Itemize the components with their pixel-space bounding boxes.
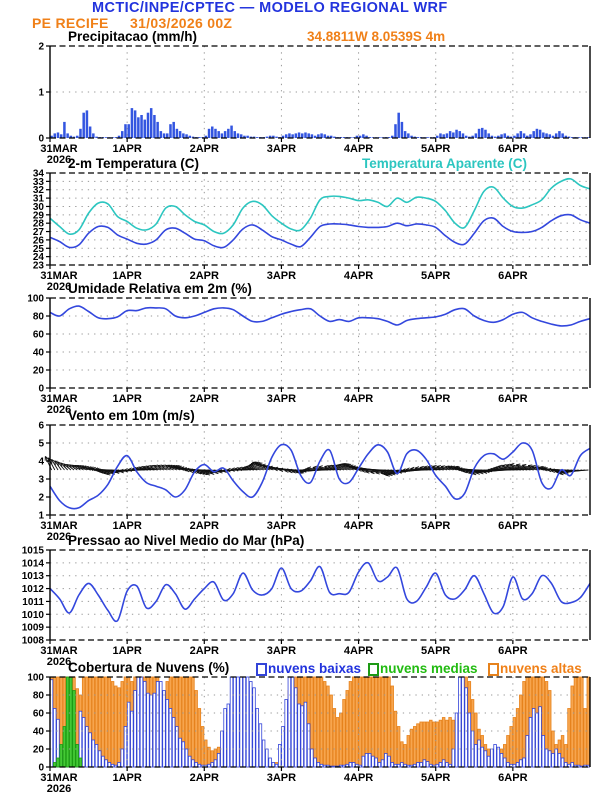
svg-text:6APR: 6APR	[498, 270, 528, 282]
svg-text:0: 0	[38, 133, 44, 145]
svg-text:27: 27	[32, 227, 44, 239]
svg-text:2APR: 2APR	[189, 645, 219, 657]
svg-text:4: 4	[38, 456, 44, 468]
svg-text:60: 60	[32, 329, 44, 341]
svg-text:40: 40	[32, 347, 44, 359]
svg-text:80: 80	[32, 690, 44, 702]
svg-text:1008: 1008	[21, 635, 44, 647]
svg-text:2APR: 2APR	[189, 393, 219, 405]
svg-text:1APR: 1APR	[112, 772, 142, 784]
svg-text:1APR: 1APR	[112, 143, 142, 155]
panel-title-apparent-temperature: Temperatura Aparente (C)	[362, 156, 528, 171]
svg-text:24: 24	[32, 252, 44, 264]
svg-text:100: 100	[27, 293, 44, 305]
svg-text:6: 6	[38, 420, 44, 432]
panel-clouds	[27, 673, 590, 792]
svg-text:31MAR: 31MAR	[40, 143, 78, 155]
run-datetime: 31/03/2026 00Z	[130, 15, 233, 31]
svg-text:2APR: 2APR	[189, 143, 219, 155]
svg-text:6APR: 6APR	[498, 143, 528, 155]
svg-text:23: 23	[32, 260, 44, 272]
svg-text:2APR: 2APR	[189, 270, 219, 282]
svg-text:30: 30	[32, 201, 44, 213]
svg-text:34: 34	[32, 168, 44, 180]
svg-text:4APR: 4APR	[343, 645, 374, 657]
svg-text:1APR: 1APR	[112, 645, 142, 657]
svg-text:2026: 2026	[46, 656, 72, 668]
svg-text:1012: 1012	[21, 584, 44, 596]
svg-text:2026: 2026	[46, 154, 72, 166]
svg-text:1: 1	[38, 87, 44, 99]
svg-text:4APR: 4APR	[343, 270, 374, 282]
svg-text:2APR: 2APR	[189, 520, 219, 532]
svg-text:6APR: 6APR	[498, 772, 528, 784]
svg-text:20: 20	[32, 744, 44, 756]
svg-text:5APR: 5APR	[421, 520, 451, 532]
svg-text:0: 0	[38, 383, 44, 395]
svg-text:1014: 1014	[21, 558, 44, 570]
svg-text:33: 33	[32, 176, 44, 188]
svg-text:5: 5	[38, 438, 44, 450]
svg-text:5APR: 5APR	[421, 143, 451, 155]
station-name: PE RECIFE	[32, 15, 109, 31]
panel-title-humidity: Umidade Relativa em 2m (%)	[68, 281, 252, 296]
svg-text:20: 20	[32, 365, 44, 377]
svg-text:80: 80	[32, 311, 44, 323]
svg-text:5APR: 5APR	[421, 645, 451, 657]
svg-text:3APR: 3APR	[266, 393, 297, 405]
svg-text:60: 60	[32, 708, 44, 720]
svg-text:2: 2	[38, 492, 44, 504]
svg-text:2026: 2026	[46, 783, 72, 792]
svg-text:1010: 1010	[21, 609, 44, 621]
svg-text:28: 28	[32, 218, 44, 230]
svg-text:32: 32	[32, 185, 44, 197]
svg-text:40: 40	[32, 726, 44, 738]
svg-text:2: 2	[38, 41, 44, 53]
model-title: MCTIC/INPE/CPTEC — MODELO REGIONAL WRF	[92, 0, 448, 16]
svg-text:4APR: 4APR	[343, 520, 374, 532]
location-coordinates: 34.8811W 8.0539S 4m	[307, 29, 446, 44]
svg-text:3APR: 3APR	[266, 645, 297, 657]
svg-text:4APR: 4APR	[343, 772, 374, 784]
svg-text:4APR: 4APR	[343, 143, 374, 155]
panel-title-pressure: Pressao ao Nivel Medio do Mar (hPa)	[68, 533, 305, 548]
svg-text:1011: 1011	[22, 596, 44, 608]
legend-label-mid-clouds: nuvens medias	[380, 661, 478, 676]
svg-text:0: 0	[38, 762, 44, 774]
svg-text:1013: 1013	[21, 571, 44, 583]
legend-label-high-clouds: nuvens altas	[500, 661, 582, 676]
svg-text:31MAR: 31MAR	[40, 520, 78, 532]
panel-wind10m	[38, 421, 590, 544]
svg-text:1APR: 1APR	[112, 520, 142, 532]
svg-text:3APR: 3APR	[266, 143, 297, 155]
panel-title-temperature: 2-m Temperatura (C)	[68, 156, 200, 171]
svg-text:31MAR: 31MAR	[40, 393, 78, 405]
svg-text:2APR: 2APR	[189, 772, 219, 784]
svg-text:3: 3	[38, 474, 44, 486]
panel-precip	[38, 42, 590, 167]
panel-title-clouds: Cobertura de Nuvens (%)	[68, 660, 230, 675]
svg-text:1009: 1009	[21, 622, 44, 634]
svg-text:4APR: 4APR	[343, 393, 374, 405]
svg-text:100: 100	[27, 672, 44, 684]
svg-text:25: 25	[32, 243, 44, 255]
panel-temp2m	[33, 169, 590, 294]
panel-rh2m	[27, 294, 590, 417]
legend-label-low-clouds: nuvens baixas	[268, 661, 362, 676]
svg-text:1APR: 1APR	[112, 393, 142, 405]
svg-text:5APR: 5APR	[421, 393, 451, 405]
svg-text:31MAR: 31MAR	[40, 270, 78, 282]
svg-text:6APR: 6APR	[498, 645, 528, 657]
svg-text:29: 29	[32, 210, 44, 222]
svg-text:2026: 2026	[46, 281, 72, 293]
svg-text:6APR: 6APR	[498, 393, 528, 405]
svg-text:3APR: 3APR	[266, 520, 297, 532]
svg-text:26: 26	[32, 235, 44, 247]
svg-text:2026: 2026	[46, 531, 72, 543]
svg-text:1015: 1015	[21, 545, 44, 557]
svg-text:3APR: 3APR	[266, 772, 297, 784]
svg-text:31MAR: 31MAR	[40, 772, 78, 784]
svg-text:1APR: 1APR	[112, 270, 142, 282]
svg-text:5APR: 5APR	[421, 270, 451, 282]
svg-text:2026: 2026	[46, 404, 72, 416]
svg-text:1: 1	[38, 510, 44, 522]
panel-title-wind: Vento em 10m (m/s)	[68, 408, 195, 423]
svg-text:6APR: 6APR	[498, 520, 528, 532]
panel-slp	[22, 546, 590, 669]
svg-text:31MAR: 31MAR	[40, 645, 78, 657]
svg-text:3APR: 3APR	[266, 270, 297, 282]
panel-title-precipitation: Precipitacao (mm/h)	[68, 29, 198, 44]
svg-text:5APR: 5APR	[421, 772, 451, 784]
svg-text:31: 31	[32, 193, 44, 205]
